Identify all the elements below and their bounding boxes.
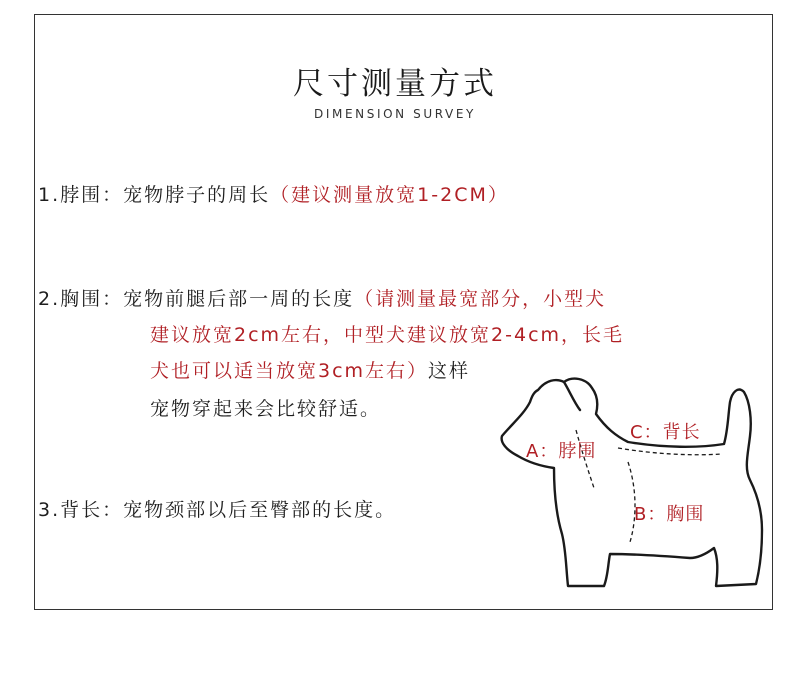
page-title: 尺寸测量方式 (293, 66, 497, 102)
item-chest-line-3 (150, 358, 470, 384)
item-chest (38, 286, 606, 312)
item-back-prefix: 3.背长： (38, 499, 124, 521)
item-chest-text: 宠物前腿后部一周的长度 (123, 288, 355, 310)
item-chest-note-line-2: 建议放宽2cm左右，中型犬建议放宽2-4cm，长毛 (150, 324, 625, 346)
item-chest-note-line-3: 犬也可以适当放宽3cm左右） (150, 360, 429, 382)
item-neck (38, 182, 509, 208)
item-chest-last-line: 宠物穿起来会比较舒适。 (150, 398, 382, 420)
item-neck-prefix: 1.脖围： (38, 184, 124, 206)
dog-illustration (494, 372, 770, 594)
item-chest-prefix: 2.胸围： (38, 288, 124, 310)
label-a-neck: A：脖围 (526, 441, 597, 462)
item-neck-text: 宠物脖子的周长 (123, 184, 271, 206)
page-subtitle: DIMENSION SURVEY (314, 107, 476, 121)
label-b-chest: B：胸围 (634, 504, 705, 525)
item-chest-note-line-1: （请测量最宽部分，小型犬 (354, 288, 607, 310)
item-back (38, 497, 396, 523)
item-neck-note: （建议测量放宽1-2CM） (270, 184, 509, 206)
dog-outline (502, 379, 762, 586)
item-chest-tail: 这样 (428, 360, 471, 382)
label-c-back: C：背长 (630, 422, 701, 443)
item-back-text: 宠物颈部以后至臀部的长度。 (123, 499, 397, 521)
